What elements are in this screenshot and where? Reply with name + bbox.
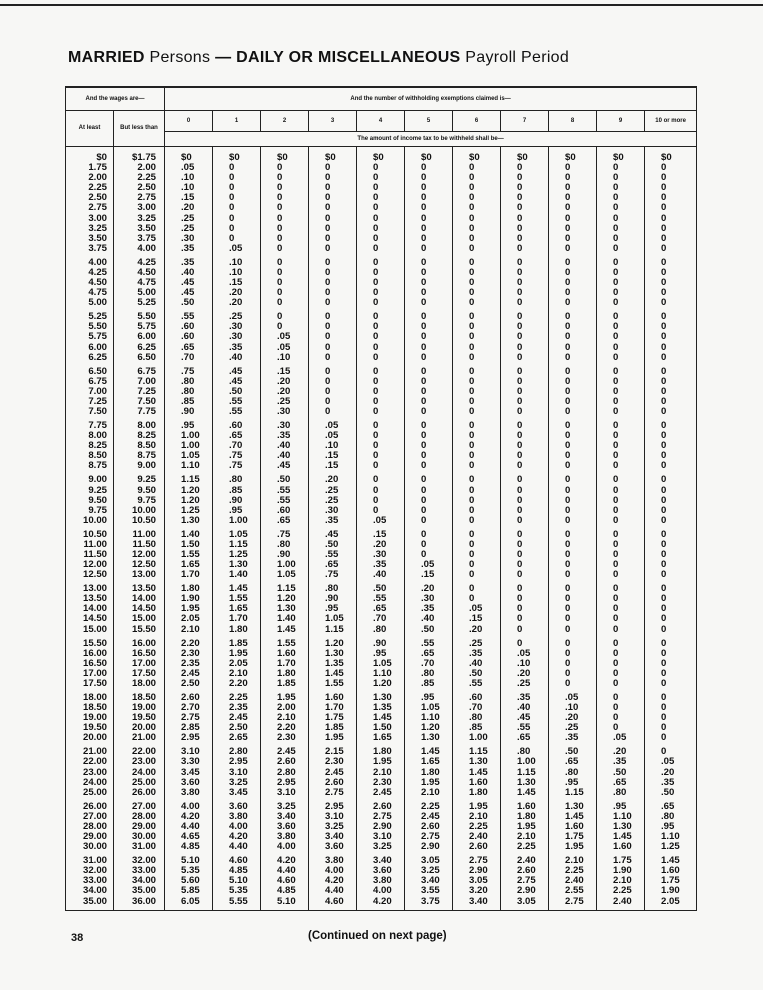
tax-cell: 0 0 .05 .15 .20 — [453, 584, 501, 638]
tax-cell: 4.60 4.85 5.10 5.35 5.55 — [213, 856, 261, 910]
tax-cell: 1.15 1.30 1.45 1.60 1.80 — [453, 747, 501, 801]
tax-cell: 2.60 2.75 2.90 3.10 3.25 — [357, 802, 405, 856]
but-less-than-cell: 27.00 28.00 29.00 30.00 31.00 — [114, 802, 165, 856]
tax-cell: 0 0 0 0 0 — [309, 203, 357, 257]
tax-cell: 0 0 0 0 0 — [645, 584, 697, 638]
tax-cell: 1.40 1.50 1.55 1.65 1.70 — [165, 530, 213, 584]
tax-cell: 0 0 0 0 0 — [357, 203, 405, 257]
tax-cell: 1.55 1.60 1.70 1.80 1.85 — [261, 639, 309, 693]
top-rule — [0, 4, 763, 6]
tax-cell: .15 .20 .20 .25 .30 — [261, 367, 309, 421]
tax-cell: 1.80 1.95 2.10 2.30 2.45 — [357, 747, 405, 801]
tax-cell: 0 0 0 0 .05 — [213, 203, 261, 257]
tax-cell: 0 0 0 0 0 — [645, 421, 697, 475]
tax-cell: 0 0 0 0 0 — [597, 475, 645, 529]
tax-cell: 1.30 1.35 1.45 1.50 1.65 — [357, 693, 405, 747]
tax-cell: 4.00 4.20 4.40 4.65 4.85 — [165, 802, 213, 856]
tax-cell: 0 0 0 0 0 — [357, 367, 405, 421]
tax-cell: 0 0 0 0 0 — [597, 258, 645, 312]
wages-header: And the wages are— — [66, 87, 165, 111]
tax-cell: 0 0 0 0 0 — [405, 258, 453, 312]
but-less-than-cell: $1.75 2.00 2.25 2.50 2.75 — [114, 147, 165, 204]
tax-cell: 0 0 0 0 0 — [309, 312, 357, 366]
tax-cell: .45 .50 .55 .65 .75 — [309, 530, 357, 584]
exemption-col-header: 8 — [549, 111, 597, 132]
exemption-col-header: 3 — [309, 111, 357, 132]
tax-cell: 0 0 0 0 0 — [405, 475, 453, 529]
tax-cell: .35 .40 .45 .55 .65 — [501, 693, 549, 747]
tax-cell: 0 0 0 0 0 — [501, 203, 549, 257]
table-row — [66, 258, 697, 312]
tax-cell: 0 0 0 0 0 — [549, 421, 597, 475]
tax-cell: .95 1.00 1.00 1.05 1.10 — [165, 421, 213, 475]
table-row — [66, 475, 697, 529]
but-less-than-header: But less than — [114, 111, 165, 147]
tax-cell: $0 0 0 0 0 — [261, 147, 309, 204]
at-least-cell: 21.00 22.00 23.00 24.00 25.00 — [66, 747, 114, 801]
at-least-cell: 5.25 5.50 5.75 6.00 6.25 — [66, 312, 114, 366]
tax-cell: .80 1.00 1.15 1.30 1.45 — [501, 747, 549, 801]
tax-cell: .20 .25 .25 .30 .35 — [165, 203, 213, 257]
tax-cell: $0 0 0 0 0 — [549, 147, 597, 204]
table-row — [66, 639, 697, 693]
tax-cell: 0 0 0 0 0 — [309, 367, 357, 421]
but-less-than-cell: 22.00 23.00 24.00 25.00 26.00 — [114, 747, 165, 801]
tax-cell: 0 0 0 0 .05 — [357, 475, 405, 529]
tax-cell: .25 .30 .30 .35 .40 — [213, 312, 261, 366]
tax-cell: 0 0 0 0 0 — [453, 312, 501, 366]
continued-note: (Continued on next page) — [308, 930, 447, 942]
tax-cell: .30 .35 .40 .40 .45 — [261, 421, 309, 475]
tax-cell: 0 0 0 0 0 — [405, 203, 453, 257]
but-less-than-cell: 16.00 16.50 17.00 17.50 18.00 — [114, 639, 165, 693]
tax-cell: 0 0 0 0 0 — [597, 203, 645, 257]
tax-cell: .80 .85 .90 .95 1.00 — [213, 475, 261, 529]
tax-cell: 2.25 2.35 2.45 2.50 2.65 — [213, 693, 261, 747]
at-least-cell: 6.50 6.75 7.00 7.25 7.50 — [66, 367, 114, 421]
tax-cell: $0 0 0 0 0 — [645, 147, 697, 204]
tax-cell: 0 0 0 0 0 — [501, 421, 549, 475]
tax-cell: .90 .95 1.05 1.10 1.20 — [357, 639, 405, 693]
tax-cell: 1.45 1.55 1.65 1.70 1.80 — [213, 584, 261, 638]
tax-cell: .20 .30 .35 .40 .50 — [405, 584, 453, 638]
tax-cell: 0 .05 .10 .20 .25 — [501, 639, 549, 693]
tax-cell: 0 0 .05 .05 .10 — [261, 312, 309, 366]
tax-cell: 0 0 0 0 0 — [453, 530, 501, 584]
table-row — [66, 312, 697, 366]
but-less-than-cell: 13.50 14.00 14.50 15.00 15.50 — [114, 584, 165, 638]
exemption-col-header: 10 or more — [645, 111, 697, 132]
tax-cell: 0 0 0 0 0 — [549, 312, 597, 366]
exemption-col-header: 1 — [213, 111, 261, 132]
but-less-than-cell: 6.75 7.00 7.25 7.50 7.75 — [114, 367, 165, 421]
tax-cell: 0 0 0 0 0 — [453, 203, 501, 257]
tax-cell: 2.60 2.70 2.75 2.85 2.95 — [165, 693, 213, 747]
tax-cell: 1.60 1.70 1.75 1.85 1.95 — [309, 693, 357, 747]
tax-cell: 4.20 4.40 4.60 4.85 5.10 — [261, 856, 309, 910]
title-persons: Persons — [149, 49, 211, 66]
tax-cell: .95 1.10 1.30 1.45 1.60 — [597, 802, 645, 856]
tax-cell: 0 0 0 0 0 — [549, 530, 597, 584]
tax-cell: 1.75 1.90 2.10 2.25 2.40 — [597, 856, 645, 910]
tax-cell: 0 0 0 0 0 — [501, 584, 549, 638]
tax-cell: 0 0 0 0 0 — [309, 258, 357, 312]
exemption-col-header: 7 — [501, 111, 549, 132]
but-less-than-cell: 5.50 5.75 6.00 6.25 6.50 — [114, 312, 165, 366]
tax-cell: 0 0 0 0 0 — [645, 258, 697, 312]
tax-cell: .15 .20 .30 .35 .40 — [357, 530, 405, 584]
at-least-header: At least — [66, 111, 114, 147]
but-less-than-cell: 11.00 11.50 12.00 12.50 13.00 — [114, 530, 165, 584]
at-least-cell: 10.50 11.00 11.50 12.00 12.50 — [66, 530, 114, 584]
at-least-cell: 18.00 18.50 19.00 19.50 20.00 — [66, 693, 114, 747]
tax-cell: .65 .80 .95 1.10 1.25 — [645, 802, 697, 856]
at-least-cell: 9.00 9.25 9.50 9.75 10.00 — [66, 475, 114, 529]
tax-cell: 1.95 2.10 2.25 2.40 2.60 — [453, 802, 501, 856]
tax-cell: 0 0 0 0 0 — [549, 258, 597, 312]
table-row — [66, 367, 697, 421]
table-row — [66, 747, 697, 801]
tax-cell: .55 .60 .60 .65 .70 — [165, 312, 213, 366]
table-row — [66, 802, 697, 856]
tax-cell: .55 .65 .70 .80 .85 — [405, 639, 453, 693]
tax-cell: 5.10 5.35 5.60 5.85 6.05 — [165, 856, 213, 910]
tax-cell: 2.75 2.90 3.05 3.20 3.40 — [453, 856, 501, 910]
tax-cell: 0 0 0 0 0 — [501, 367, 549, 421]
tax-cell: 1.30 1.45 1.60 1.75 1.95 — [549, 802, 597, 856]
page-number: 38 — [71, 932, 84, 944]
but-less-than-cell: 18.50 19.00 19.50 20.00 21.00 — [114, 693, 165, 747]
tax-cell: .10 .10 .15 .20 .20 — [213, 258, 261, 312]
tax-cell: 0 0 0 0 0 — [453, 421, 501, 475]
tax-cell: .75 .80 .80 .85 .90 — [165, 367, 213, 421]
tax-cell: .50 .55 .55 .60 .65 — [261, 475, 309, 529]
tax-cell: 1.95 2.00 2.10 2.20 2.30 — [261, 693, 309, 747]
tax-cell: .75 .80 .90 1.00 1.05 — [261, 530, 309, 584]
at-least-cell: 2.75 3.00 3.25 3.50 3.75 — [66, 203, 114, 257]
tax-cell: 2.45 2.60 2.80 2.95 3.10 — [261, 747, 309, 801]
at-least-cell: 7.75 8.00 8.25 8.50 8.75 — [66, 421, 114, 475]
but-less-than-cell: 4.25 4.50 4.75 5.00 5.25 — [114, 258, 165, 312]
exemption-col-header: 9 — [597, 111, 645, 132]
tax-cell: 1.85 1.95 2.05 2.10 2.20 — [213, 639, 261, 693]
tax-cell: 1.15 1.20 1.20 1.25 1.30 — [165, 475, 213, 529]
tax-cell: 0 0 0 0 0 — [261, 258, 309, 312]
tax-cell: 0 0 0 0 0 — [405, 367, 453, 421]
tax-cell: 0 0 0 0 0 — [597, 367, 645, 421]
at-least-cell: 13.00 13.50 14.00 14.50 15.00 — [66, 584, 114, 638]
table-row — [66, 693, 697, 747]
but-less-than-cell: 8.00 8.25 8.50 8.75 9.00 — [114, 421, 165, 475]
withholding-table — [65, 86, 697, 911]
tax-cell: 0 0 0 0 0 — [549, 584, 597, 638]
tax-cell: 0 0 0 0 0 — [501, 258, 549, 312]
tax-cell: $0 0 0 0 0 — [453, 147, 501, 204]
tax-cell: 0 0 0 0 0 — [261, 203, 309, 257]
tax-cell: 2.80 2.95 3.10 3.25 3.45 — [213, 747, 261, 801]
title-payroll: Payroll Period — [465, 49, 570, 66]
tax-cell: 1.20 1.30 1.35 1.45 1.55 — [309, 639, 357, 693]
but-less-than-cell: 3.00 3.25 3.50 3.75 4.00 — [114, 203, 165, 257]
tax-cell: 2.15 2.30 2.45 2.60 2.75 — [309, 747, 357, 801]
tax-cell: .45 .45 .50 .55 .55 — [213, 367, 261, 421]
tax-cell: 1.45 1.60 1.75 1.90 2.05 — [645, 856, 697, 910]
tax-cell: 0 0 0 0 0 — [597, 421, 645, 475]
tax-cell: 0 0 0 0 0 — [597, 584, 645, 638]
tax-cell: $0 0 0 0 0 — [405, 147, 453, 204]
exemption-col-header: 4 — [357, 111, 405, 132]
tax-cell: 3.80 4.00 4.20 4.40 4.60 — [309, 856, 357, 910]
tax-cell: 0 0 0 0 0 — [453, 475, 501, 529]
tax-cell: 0 0 0 0 0 — [597, 639, 645, 693]
tax-cell: .35 .40 .45 .45 .50 — [165, 258, 213, 312]
tax-cell: 0 0 0 0 0 — [645, 367, 697, 421]
at-least-cell: $0 1.75 2.00 2.25 2.50 — [66, 147, 114, 204]
tax-cell: 0 0 0 0 0 — [645, 639, 697, 693]
tax-cell: .50 .65 .80 .95 1.15 — [549, 747, 597, 801]
tax-cell: 0 0 0 0 0 — [405, 421, 453, 475]
tax-cell: 1.05 1.15 1.25 1.30 1.40 — [213, 530, 261, 584]
exemption-col-header: 2 — [261, 111, 309, 132]
tax-cell: .60 .65 .70 .75 .75 — [213, 421, 261, 475]
title-period-type: DAILY OR MISCELLANEOUS — [236, 49, 461, 66]
but-less-than-cell: 32.00 33.00 34.00 35.00 36.00 — [114, 856, 165, 910]
tax-cell: .05 .05 .10 .15 .15 — [309, 421, 357, 475]
tax-cell: 0 0 0 0 .05 — [597, 693, 645, 747]
tax-cell: $0 0 0 0 0 — [213, 147, 261, 204]
tax-cell: 3.05 3.25 3.40 3.55 3.75 — [405, 856, 453, 910]
tax-cell: 3.40 3.60 3.80 4.00 4.20 — [357, 856, 405, 910]
tax-cell: 0 0 0 0 0 — [549, 475, 597, 529]
tax-cell: 0 0 0 0 0 — [645, 530, 697, 584]
tax-cell: 2.25 2.45 2.60 2.75 2.90 — [405, 802, 453, 856]
tax-cell: $0 0 0 0 0 — [597, 147, 645, 204]
at-least-cell: 31.00 32.00 33.00 34.00 35.00 — [66, 856, 114, 910]
tax-cell: 1.80 1.90 1.95 2.05 2.10 — [165, 584, 213, 638]
title-married: MARRIED — [68, 49, 145, 66]
tax-cell: 0 0 0 0 0 — [549, 203, 597, 257]
tax-cell: 0 0 0 0 0 — [453, 367, 501, 421]
tax-cell: 0 .05 .20 .35 .50 — [645, 747, 697, 801]
tax-cell: 3.25 3.40 3.60 3.80 4.00 — [261, 802, 309, 856]
table-body — [66, 147, 697, 911]
at-least-cell: 26.00 27.00 28.00 29.00 30.00 — [66, 802, 114, 856]
at-least-cell: 15.50 16.00 16.50 17.00 17.50 — [66, 639, 114, 693]
exemption-col-header: 5 — [405, 111, 453, 132]
tax-cell: 0 0 0 0 0 — [597, 312, 645, 366]
tax-cell: 0 0 0 0 0 — [645, 203, 697, 257]
tax-cell: .60 .70 .80 .85 1.00 — [453, 693, 501, 747]
tax-cell: 0 0 0 0 0 — [357, 312, 405, 366]
tax-cell: 2.20 2.30 2.35 2.45 2.50 — [165, 639, 213, 693]
tax-cell: 0 0 0 0 0 — [501, 530, 549, 584]
tax-cell: 0 0 0 0 0 — [645, 693, 697, 747]
page-title — [68, 49, 569, 67]
tax-cell: .80 .90 .95 1.05 1.15 — [309, 584, 357, 638]
tax-cell: .25 .35 .40 .50 .55 — [453, 639, 501, 693]
tax-cell: 3.60 3.80 4.00 4.20 4.40 — [213, 802, 261, 856]
tax-cell: 0 0 0 0 0 — [405, 312, 453, 366]
tax-cell: 0 0 0 0 0 — [597, 530, 645, 584]
table-row — [66, 203, 697, 257]
tax-cell: 1.15 1.20 1.30 1.40 1.45 — [261, 584, 309, 638]
tax-cell: .95 1.05 1.10 1.20 1.30 — [405, 693, 453, 747]
tax-cell: 0 0 0 0 0 — [501, 312, 549, 366]
title-dash: — — [215, 49, 232, 66]
but-less-than-cell: 9.25 9.50 9.75 10.00 10.50 — [114, 475, 165, 529]
tax-cell: 0 0 0 0 0 — [645, 475, 697, 529]
tax-cell: .50 .55 .65 .70 .80 — [357, 584, 405, 638]
tax-cell: 2.40 2.60 2.75 2.90 3.05 — [501, 856, 549, 910]
tax-cell: 2.10 2.25 2.40 2.55 2.75 — [549, 856, 597, 910]
tax-cell: 0 0 0 0 0 — [549, 639, 597, 693]
table-row — [66, 584, 697, 638]
tax-cell: 2.95 3.10 3.25 3.40 3.60 — [309, 802, 357, 856]
tax-cell: 0 0 0 0 0 — [357, 258, 405, 312]
tax-cell: 0 0 0 0 0 — [549, 367, 597, 421]
table-row — [66, 147, 697, 204]
table-row — [66, 530, 697, 584]
tax-cell: $0 0 0 0 0 — [357, 147, 405, 204]
table-row — [66, 856, 697, 910]
tax-cell: 0 0 0 .05 .15 — [405, 530, 453, 584]
exemptions-header: And the number of withholding exemptions claimed is— — [165, 87, 697, 111]
tax-cell: 0 0 0 0 0 — [453, 258, 501, 312]
tax-cell: 1.45 1.65 1.80 1.95 2.10 — [405, 747, 453, 801]
tax-cell: $0 0 0 0 0 — [501, 147, 549, 204]
tax-amount-header: The amount of income tax to be withheld shall be— — [165, 132, 697, 147]
table-row — [66, 421, 697, 475]
exemption-col-header: 0 — [165, 111, 213, 132]
exemption-col-header: 6 — [453, 111, 501, 132]
tax-cell: 1.60 1.80 1.95 2.10 2.25 — [501, 802, 549, 856]
tax-cell: $0 0 0 0 0 — [309, 147, 357, 204]
tax-cell: .05 .10 .20 .25 .35 — [549, 693, 597, 747]
tax-cell: .20 .35 .50 .65 .80 — [597, 747, 645, 801]
tax-cell: 3.10 3.30 3.45 3.60 3.80 — [165, 747, 213, 801]
tax-cell: $0 .05 .10 .10 .15 — [165, 147, 213, 204]
at-least-cell: 4.00 4.25 4.50 4.75 5.00 — [66, 258, 114, 312]
tax-cell: 0 0 0 0 0 — [501, 475, 549, 529]
tax-cell: 0 0 0 0 0 — [645, 312, 697, 366]
tax-cell: .20 .25 .25 .30 .35 — [309, 475, 357, 529]
tax-cell: 0 0 0 0 0 — [357, 421, 405, 475]
